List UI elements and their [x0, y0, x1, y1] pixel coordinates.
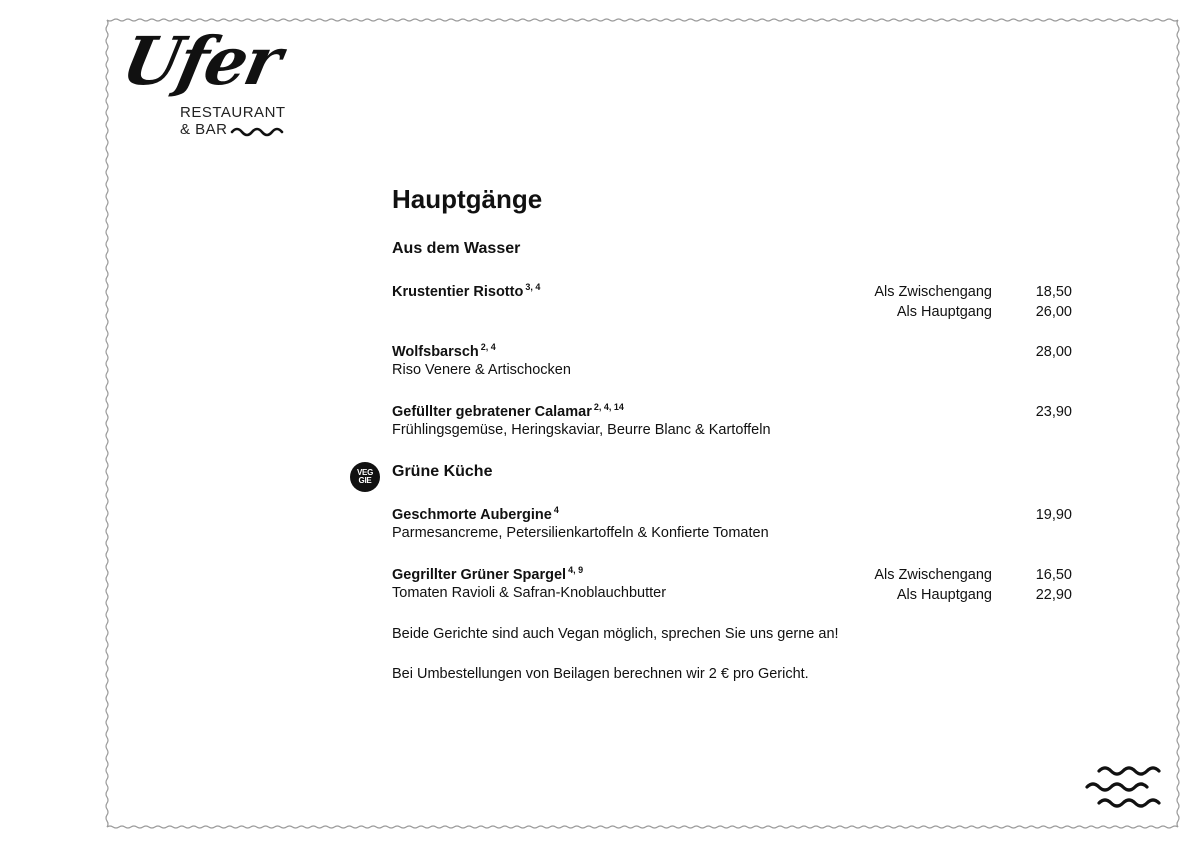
menu-item-name: Geschmorte Aubergine $^4$: [392, 505, 559, 523]
menu-item-name: Krustentier Risotto $^{3, 4}$: [392, 282, 541, 300]
price-block: [792, 282, 1072, 322]
allergen-markers: 2, 4: [480, 342, 496, 352]
menu-item-description: Parmesancreme, Petersilienkartoffeln & Konfierte Tomaten: [392, 525, 769, 541]
price-value: 28,00: [1035, 344, 1072, 360]
price-label: Als Hauptgang: [896, 304, 992, 320]
vegan-note: Beide Gerichte sind auch Vegan möglich, sprechen Sie uns gerne an!: [392, 626, 839, 642]
veggie-badge-icon: [350, 462, 380, 492]
logo-wave-icon: [230, 124, 288, 138]
price-value: 19,90: [1035, 507, 1072, 523]
price-block: [1028, 342, 1072, 362]
logo-restaurant-text: RESTAURANT: [180, 104, 286, 121]
section-heading-gruene-kueche: Grüne Küche: [392, 463, 493, 480]
side-dish-note: Bei Umbestellungen von Beilagen berechnen wir 2 € pro Gericht.: [392, 666, 809, 682]
price-value: 18,50: [1035, 284, 1072, 300]
price-value: 16,50: [1035, 567, 1072, 583]
section-heading-wasser: Aus dem Wasser: [392, 240, 521, 257]
menu-item-spargel: [392, 565, 1072, 601]
allergen-markers: 4, 9: [568, 565, 584, 575]
price-value: 22,90: [1035, 587, 1072, 603]
veggie-badge-text: VEG GIE: [357, 468, 373, 485]
allergen-markers: 2, 4, 14: [593, 402, 624, 412]
allergen-markers: 3, 4: [525, 282, 541, 292]
menu-item-aubergine: [392, 505, 1072, 541]
menu-item-description: Frühlingsgemüse, Heringskaviar, Beurre Blanc & Kartoffeln: [392, 422, 771, 438]
price-label: Als Zwischengang: [874, 284, 992, 300]
menu-item-name: Gefüllter gebratener Calamar $^{2, 4, 14}$: [392, 402, 624, 420]
price-label: Als Hauptgang: [896, 587, 992, 603]
menu-item-description: Riso Venere & Artischocken: [392, 362, 571, 378]
price-block: [792, 565, 1072, 605]
menu-item-name: Wolfsbarsch $^{2, 4}$: [392, 342, 496, 360]
menu-item-krustentier-risotto: [392, 282, 1072, 320]
menu-item-wolfsbarsch: [392, 342, 1072, 378]
logo-bar-text: & BAR: [180, 121, 228, 138]
price-value: 23,90: [1035, 404, 1072, 420]
price-block: [1028, 505, 1072, 525]
restaurant-logo: [115, 22, 298, 144]
price-value: 26,00: [1035, 304, 1072, 320]
price-label: Als Zwischengang: [874, 567, 992, 583]
page-title: Hauptgänge: [392, 184, 543, 214]
menu-item-description: Tomaten Ravioli & Safran-Knoblauchbutter: [392, 585, 667, 601]
menu-item-name: Gegrillter Grüner Spargel $^{4, 9}$: [392, 565, 584, 583]
waves-icon: [1085, 763, 1161, 811]
menu-item-calamar: [392, 402, 1072, 438]
allergen-markers: 4: [553, 505, 559, 515]
price-block: [1028, 402, 1072, 422]
logo-script-text: Ufer: [115, 22, 288, 100]
